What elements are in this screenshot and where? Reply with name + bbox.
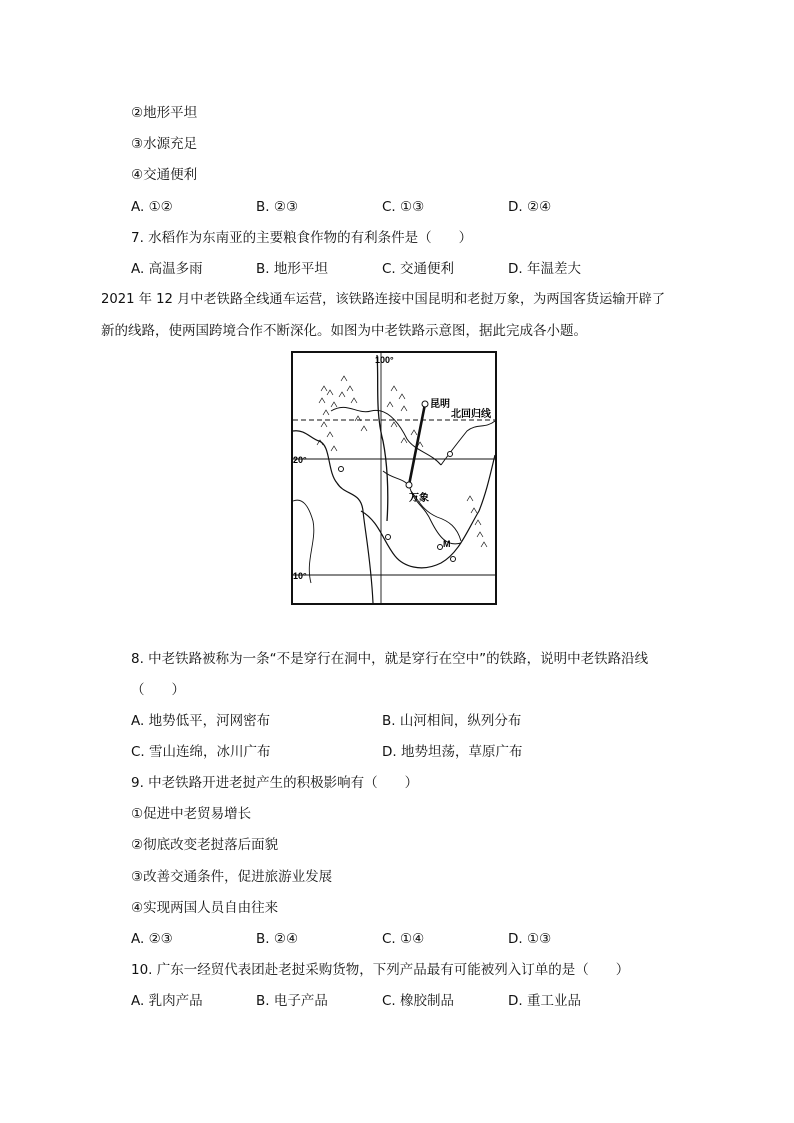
map-label-tropic: 北回归线 bbox=[451, 409, 491, 420]
q10-option-b: B. 电子产品 bbox=[256, 993, 328, 1009]
q10-stem: 10. 广东一经贸代表团赴老挝采购货物，下列产品最有可能被列入订单的是（ ） bbox=[131, 962, 630, 978]
q10-option-d: D. 重工业品 bbox=[508, 993, 581, 1009]
q8-stem-cont: （ ） bbox=[131, 682, 185, 698]
map-label-kunming: 昆明 bbox=[430, 399, 450, 410]
q7-option-d: D. 年温差大 bbox=[508, 261, 581, 277]
q9-statement-4: ④实现两国人员自由往来 bbox=[131, 900, 279, 916]
q9-option-c: C. ①④ bbox=[382, 931, 425, 947]
q6-statement-3: ③水源充足 bbox=[131, 136, 198, 152]
passage-line-2: 新的线路，使两国跨境合作不断深化。如图为中老铁路示意图，据此完成各小题。 bbox=[101, 323, 587, 339]
q7-option-b: B. 地形平坦 bbox=[256, 261, 328, 277]
q8-option-d: D. 地势坦荡，草原广布 bbox=[382, 744, 523, 760]
q6-option-a: A. ①② bbox=[131, 199, 173, 215]
q7-option-a: A. 高温多雨 bbox=[131, 261, 203, 277]
q8-stem: 8. 中老铁路被称为一条“不是穿行在洞中，就是穿行在空中”的铁路，说明中老铁路沿线 bbox=[131, 651, 649, 667]
q7-option-c: C. 交通便利 bbox=[382, 261, 455, 277]
q8-option-b: B. 山河相间，纵列分布 bbox=[382, 713, 522, 729]
q8-option-c: C. 雪山连绵，冰川广布 bbox=[131, 744, 271, 760]
q6-option-b: B. ②③ bbox=[256, 199, 299, 215]
q9-statement-2: ②彻底改变老挝落后面貌 bbox=[131, 837, 279, 853]
q9-statement-3: ③改善交通条件，促进旅游业发展 bbox=[131, 869, 333, 885]
map-label-m: M bbox=[443, 539, 451, 549]
map-label-vientiane: 万象 bbox=[409, 493, 429, 504]
q9-option-d: D. ①③ bbox=[508, 931, 552, 947]
q6-statement-4: ④交通便利 bbox=[131, 167, 198, 183]
q9-option-a: A. ②③ bbox=[131, 931, 173, 947]
railway-map bbox=[291, 351, 497, 605]
q6-option-d: D. ②④ bbox=[508, 199, 552, 215]
q7-stem: 7. 水稻作为东南亚的主要粮食作物的有利条件是（ ） bbox=[131, 230, 473, 246]
map-label-lat10: 10° bbox=[293, 571, 307, 581]
q9-statement-1: ①促进中老贸易增长 bbox=[131, 806, 252, 822]
map-label-lon: 100° bbox=[375, 355, 394, 365]
q6-option-c: C. ①③ bbox=[382, 199, 425, 215]
q8-option-a: A. 地势低平，河网密布 bbox=[131, 713, 271, 729]
q9-stem: 9. 中老铁路开进老挝产生的积极影响有（ ） bbox=[131, 775, 419, 791]
q10-option-a: A. 乳肉产品 bbox=[131, 993, 203, 1009]
q9-option-b: B. ②④ bbox=[256, 931, 299, 947]
q10-option-c: C. 橡胶制品 bbox=[382, 993, 455, 1009]
q6-statement-2: ②地形平坦 bbox=[131, 105, 198, 121]
passage-line-1: 2021 年 12 月中老铁路全线通车运营，该铁路连接中国昆明和老挝万象，为两国客货运输开辟了 bbox=[101, 292, 666, 307]
map-label-lat20: 20° bbox=[293, 455, 307, 465]
